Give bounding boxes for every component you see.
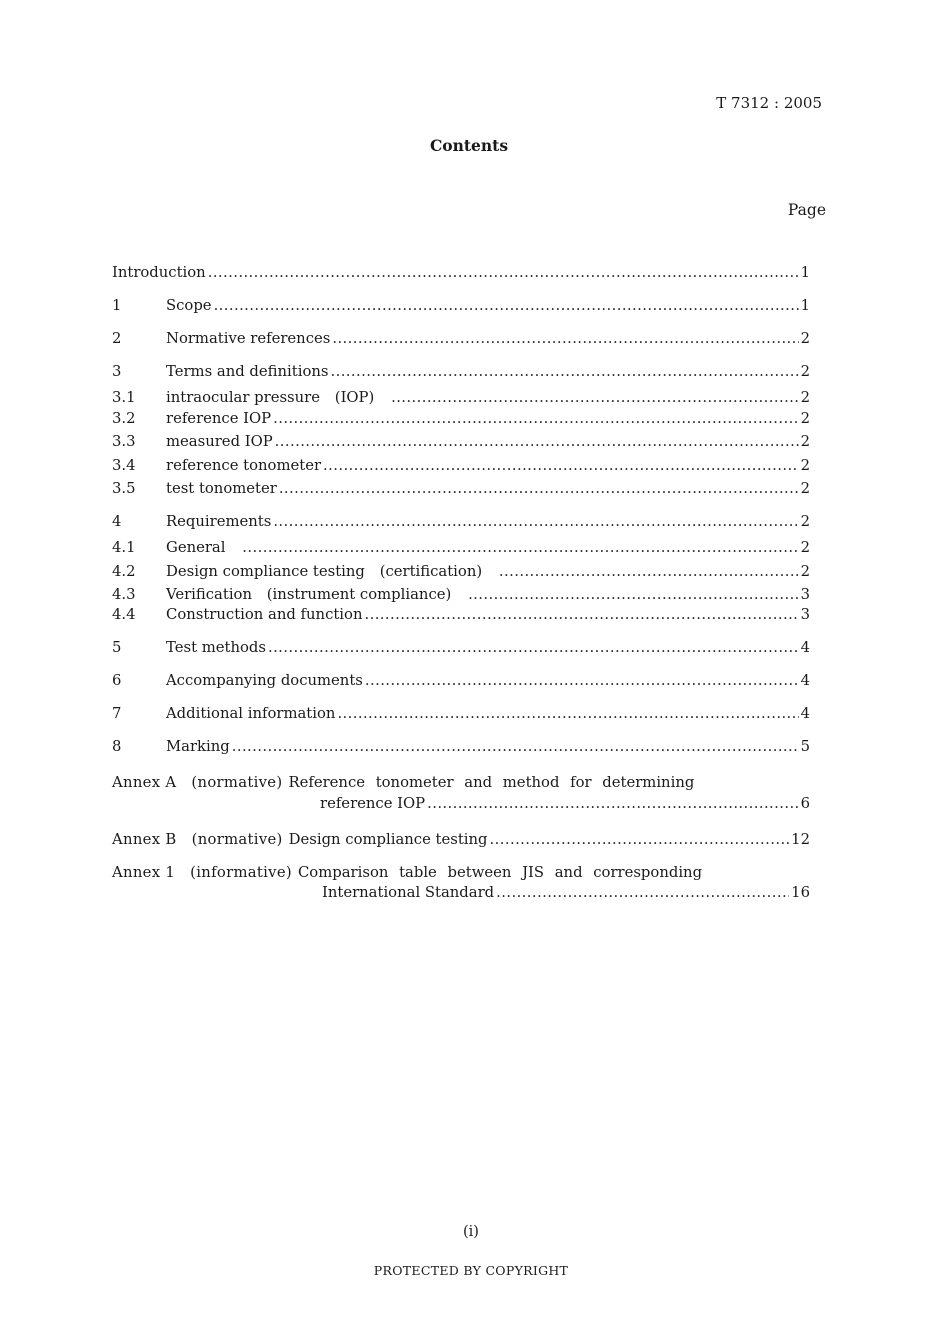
toc-entry-number: 8 — [112, 738, 122, 756]
dot-leader — [496, 884, 789, 901]
toc-entry-annex-a-continuation[interactable] — [112, 795, 810, 818]
annex-label: Annex A (normative) — [112, 774, 283, 792]
toc-entry-title: Requirements — [166, 512, 272, 530]
toc-entry-page: 2 — [800, 539, 810, 557]
toc-entry-title: Scope — [166, 296, 212, 314]
toc-entry-title: Reference tonometer and method for determining — [288, 774, 695, 792]
dot-leader — [242, 539, 798, 556]
toc-entry-normative-references[interactable] — [112, 330, 810, 353]
page-title: Contents — [429, 136, 509, 155]
dot-leader — [279, 480, 799, 497]
toc-entry-page: 4 — [800, 705, 810, 723]
toc-entry-title: reference tonometer — [166, 456, 322, 474]
toc-entry-page: 5 — [800, 738, 810, 756]
toc-entry-title: test tonometer — [166, 479, 277, 497]
copyright-notice: PROTECTED BY COPYRIGHT — [373, 1263, 569, 1278]
toc-entry-number: 3.1 — [112, 389, 136, 407]
toc-entry-test-tonometer[interactable] — [112, 480, 810, 503]
toc-entry-verification[interactable] — [112, 583, 810, 606]
dot-leader — [365, 672, 799, 689]
dot-leader — [427, 795, 798, 812]
toc-entry-title: Test methods — [166, 639, 266, 657]
toc-entry-title: Accompanying documents — [166, 672, 363, 690]
toc-entry-number: 4.2 — [112, 562, 136, 580]
dot-leader — [337, 705, 798, 722]
toc-entry-construction-and-function[interactable] — [112, 606, 810, 629]
toc-entry-title: Marking — [166, 738, 230, 756]
toc-entry-page: 6 — [800, 794, 810, 812]
dot-leader — [364, 606, 798, 623]
document-id: T 7312 : 2005 — [716, 94, 822, 112]
toc-entry-number: 7 — [112, 705, 122, 723]
toc-entry-measured-iop[interactable] — [112, 433, 810, 456]
toc-entry-title: measured IOP — [166, 433, 273, 451]
toc-entry-additional-information[interactable] — [112, 705, 810, 728]
toc-entry-title: intraocular pressure (IOP) — [166, 389, 390, 407]
toc-entry-test-methods[interactable] — [112, 639, 810, 662]
toc-entry-title: Verification (instrument compliance) — [166, 586, 467, 604]
toc-entry-number: 1 — [112, 296, 122, 314]
toc-entry-marking[interactable] — [112, 738, 810, 761]
toc-entry-page: 2 — [800, 512, 810, 530]
toc-entry-page: 2 — [800, 362, 810, 380]
dot-leader — [330, 363, 798, 380]
toc-entry-page: 4 — [800, 639, 810, 657]
toc-entry-page: 2 — [800, 409, 810, 427]
dot-leader — [214, 297, 799, 314]
toc-entry-page: 3 — [800, 606, 810, 624]
page-number: (i) — [463, 1224, 479, 1240]
toc-entry-page: 2 — [800, 389, 810, 407]
annex-label: Annex B (normative) — [112, 830, 283, 848]
toc-entry-title: Additional information — [166, 705, 336, 723]
dot-leader — [273, 513, 798, 530]
toc-entry-page: 2 — [800, 329, 810, 347]
toc-entry-annex-1-continuation[interactable] — [112, 884, 810, 907]
toc-entry-reference-tonometer[interactable] — [112, 457, 810, 480]
toc-entry-page: 12 — [791, 830, 810, 848]
dot-leader — [391, 389, 798, 406]
toc-entry-title: Design compliance testing — [288, 830, 488, 848]
toc-entry-title-continuation: reference IOP — [320, 794, 426, 812]
toc-entry-page: 2 — [800, 456, 810, 474]
toc-entry-number: 4.3 — [112, 586, 136, 604]
toc-entry-title: Normative references — [166, 329, 331, 347]
toc-entry-number: 3.2 — [112, 409, 136, 427]
dot-leader — [468, 586, 799, 603]
toc-entry-page: 2 — [800, 479, 810, 497]
toc-entry-terms-and-definitions[interactable] — [112, 363, 810, 386]
toc-entry-page: 2 — [800, 562, 810, 580]
toc-entry-title: Construction and function — [166, 606, 363, 624]
toc-entry-title-continuation: International Standard — [322, 884, 495, 902]
toc-entry-number: 4.1 — [112, 539, 136, 557]
dot-leader — [323, 457, 799, 474]
toc-entry-number: 2 — [112, 329, 122, 347]
dot-leader — [268, 639, 799, 656]
toc-entry-title: Design compliance testing (certification) — [166, 562, 497, 580]
dot-leader — [273, 410, 798, 427]
dot-leader — [490, 831, 790, 848]
dot-leader — [275, 433, 799, 450]
toc-entry-design-compliance-testing[interactable] — [112, 560, 810, 583]
toc-entry-title: Introduction — [112, 264, 206, 281]
toc-entry-number: 3.5 — [112, 479, 136, 497]
dot-leader — [232, 738, 799, 755]
toc-entry-accompanying-documents[interactable] — [112, 672, 810, 695]
page-column-label: Page — [787, 201, 826, 219]
toc-entry-page: 2 — [800, 433, 810, 451]
table-of-contents — [112, 264, 810, 908]
toc-entry-number: 3 — [112, 362, 122, 380]
toc-entry-page: 4 — [800, 672, 810, 690]
toc-entry-intraocular-pressure[interactable] — [112, 386, 810, 409]
toc-entry-number: 5 — [112, 639, 122, 657]
toc-entry-requirements[interactable] — [112, 513, 810, 536]
toc-entry-page: 3 — [800, 586, 810, 604]
toc-entry-number: 6 — [112, 672, 122, 690]
toc-entry-title: Comparison table between JIS and corresponding — [297, 863, 703, 881]
toc-entry-reference-iop[interactable] — [112, 410, 810, 433]
toc-entry-page: 1 — [800, 264, 810, 281]
toc-entry-annex-1[interactable] — [112, 861, 810, 884]
toc-entry-introduction[interactable] — [112, 264, 810, 287]
toc-entry-title: reference IOP — [166, 409, 272, 427]
toc-entry-general[interactable] — [112, 536, 810, 559]
toc-entry-number: 3.3 — [112, 433, 136, 451]
toc-entry-number: 3.4 — [112, 456, 136, 474]
toc-entry-title: Terms and definitions — [166, 362, 329, 380]
annex-label: Annex 1 (informative) — [112, 863, 292, 881]
toc-entry-title: General — [166, 539, 241, 557]
toc-entry-annex-b[interactable] — [112, 828, 810, 851]
toc-entry-page: 1 — [800, 296, 810, 314]
toc-entry-number: 4.4 — [112, 606, 136, 624]
dot-leader — [332, 330, 798, 347]
toc-entry-annex-a[interactable] — [112, 771, 810, 794]
toc-entry-scope[interactable] — [112, 297, 810, 320]
toc-entry-page: 16 — [791, 884, 810, 902]
toc-entry-number: 4 — [112, 512, 122, 530]
dot-leader — [208, 264, 799, 281]
dot-leader — [499, 563, 799, 580]
